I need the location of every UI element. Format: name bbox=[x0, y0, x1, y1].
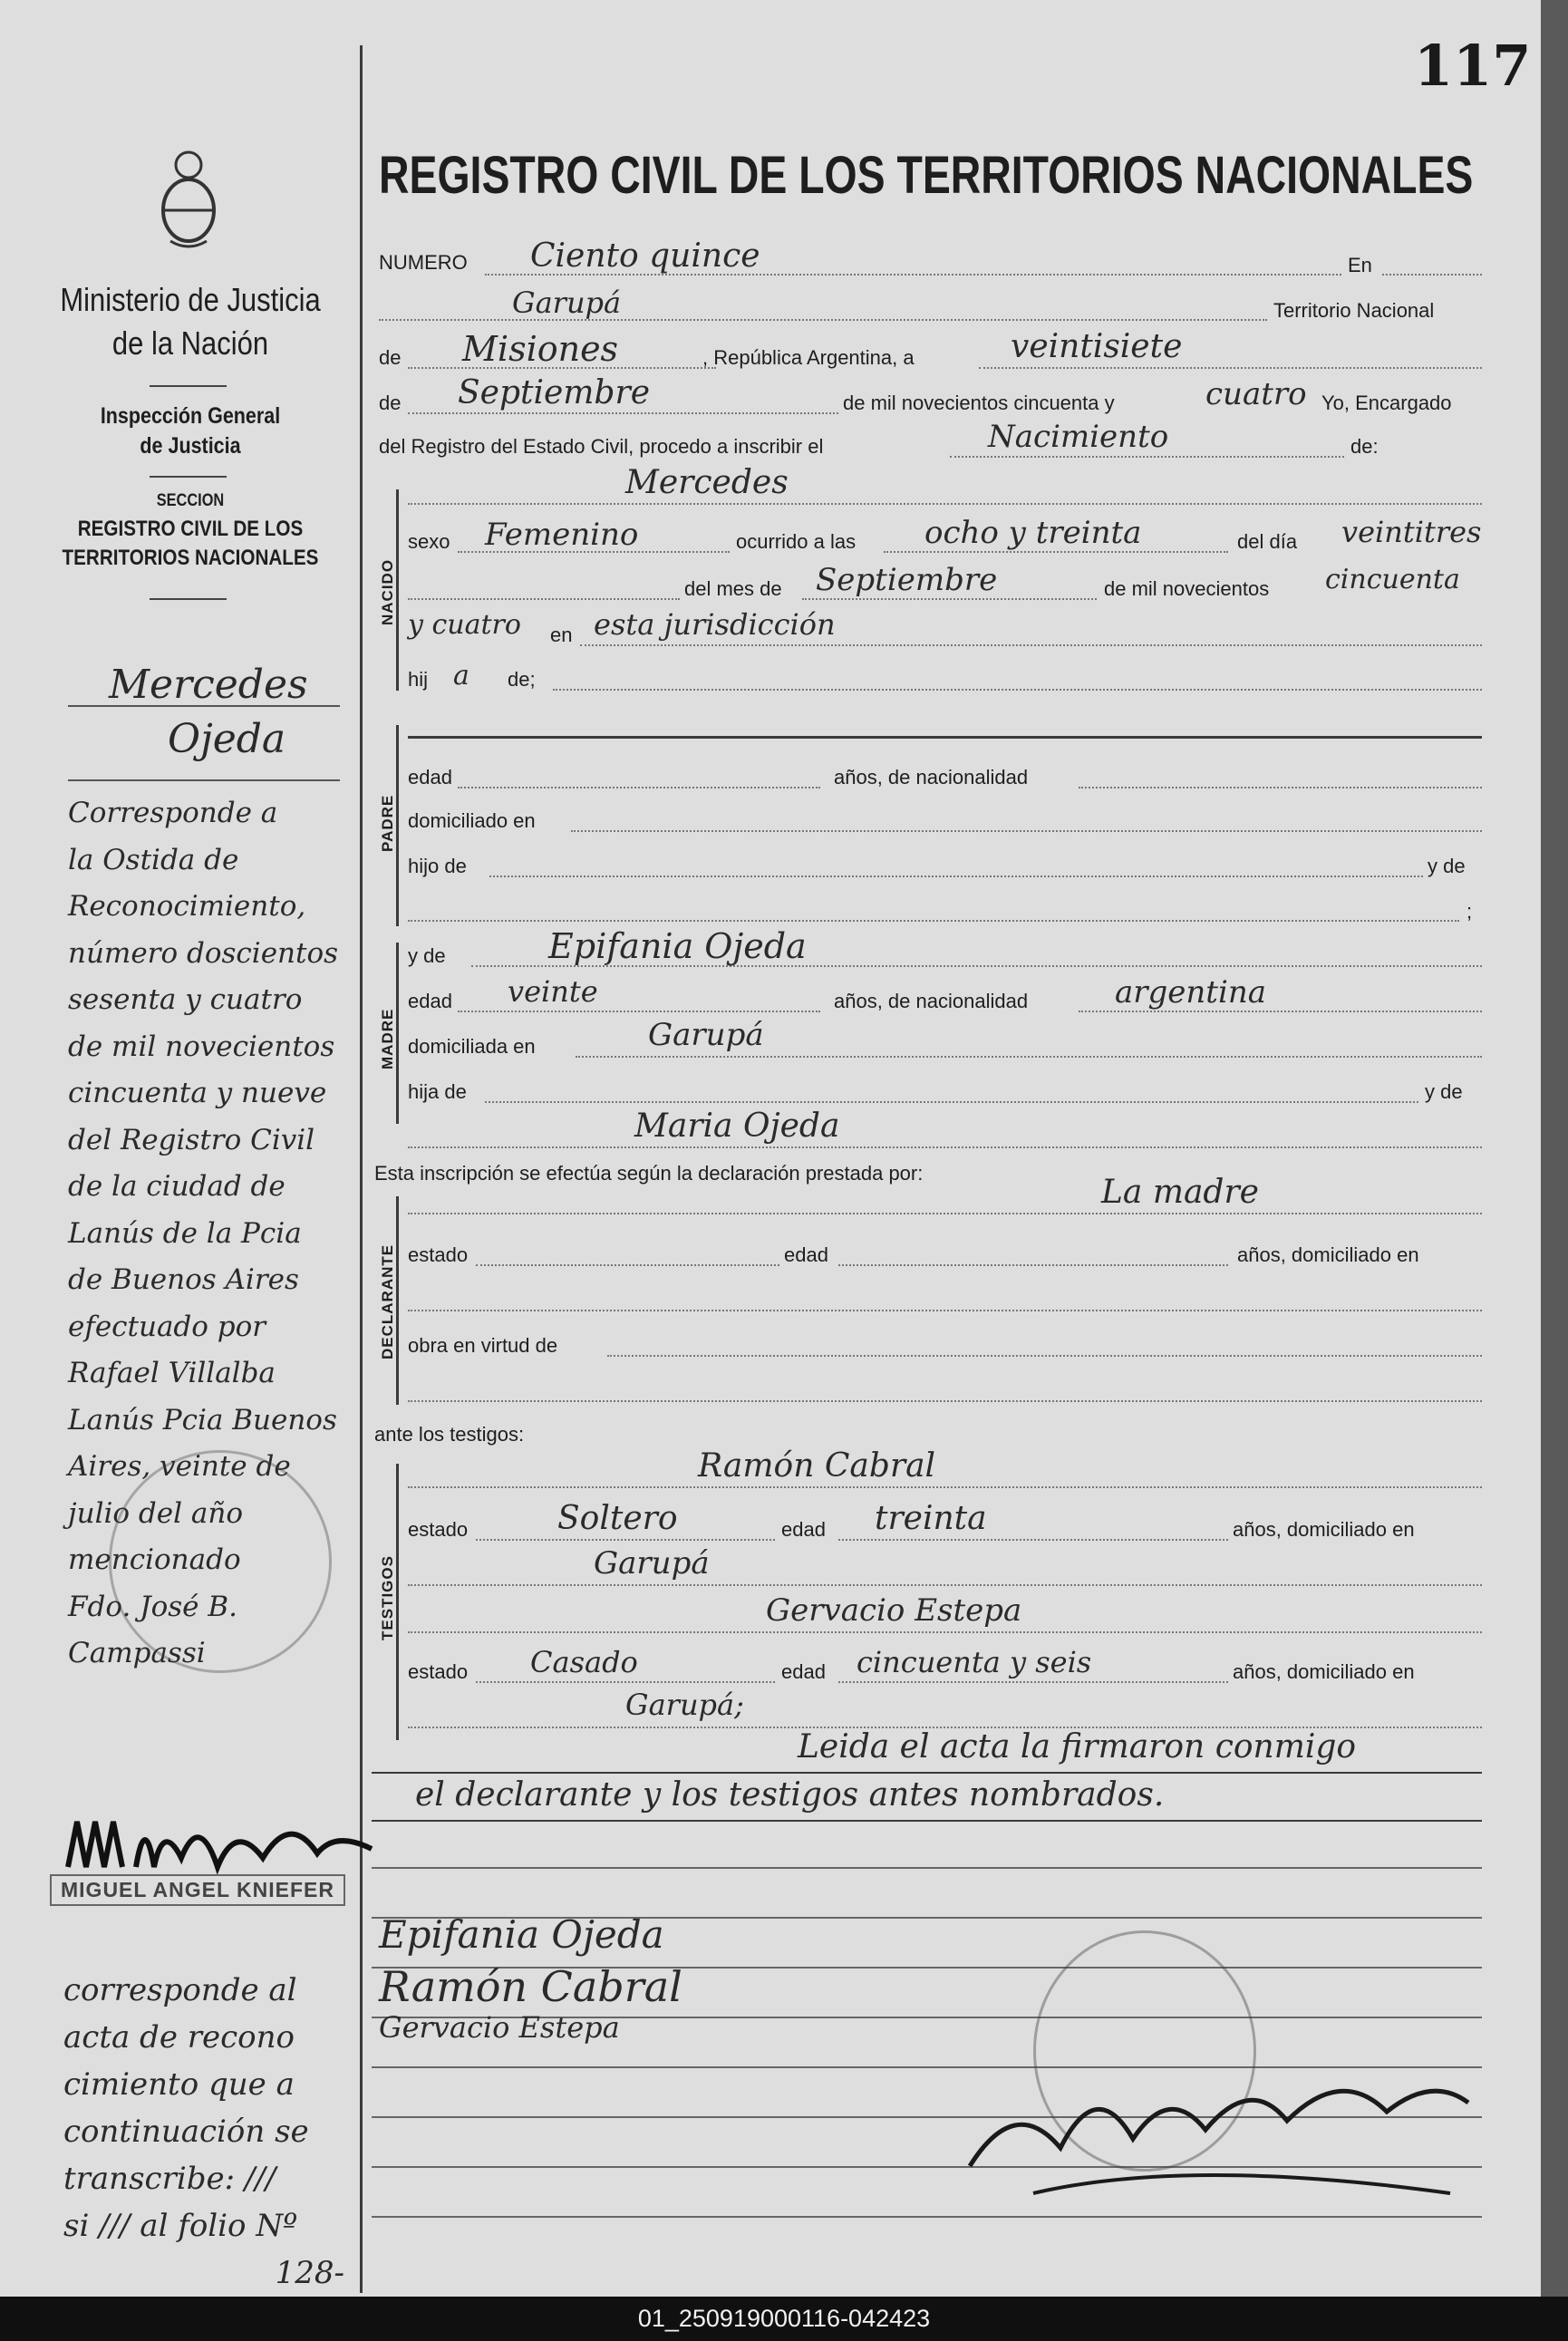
sexo-value: Femenino bbox=[485, 517, 639, 553]
sign-rule-8 bbox=[372, 2216, 1482, 2218]
declarante-domicilio-rule bbox=[408, 1310, 1482, 1311]
sexo-label: sexo bbox=[408, 530, 450, 553]
month-rule bbox=[408, 412, 838, 414]
padre-domicilio-rule bbox=[571, 830, 1482, 832]
margin-note-1-line: sesenta y cuatro bbox=[68, 983, 303, 1016]
page-edge bbox=[1541, 0, 1568, 2297]
padre-semicolon: ; bbox=[1466, 900, 1473, 923]
sign-rule-1 bbox=[372, 1867, 1482, 1869]
en-label: En bbox=[1348, 254, 1372, 276]
margin-note-1-line: de mil novecientos bbox=[68, 1030, 335, 1063]
signature-testigo-2: Gervacio Estepa bbox=[379, 2010, 620, 2045]
margin-note-1-line: Lanús Pcia Buenos bbox=[68, 1403, 337, 1437]
hora-value: ocho y treinta bbox=[924, 515, 1142, 551]
margin-note-1-line: Reconocimiento, bbox=[68, 890, 306, 923]
margin-note-1-line: Aires, veinte de bbox=[68, 1450, 291, 1483]
padre-yde-label: y de bbox=[1428, 855, 1466, 877]
year-value: cuatro bbox=[1205, 376, 1307, 412]
t2-name: Gervacio Estepa bbox=[766, 1592, 1022, 1629]
encargado-label: Yo, Encargado bbox=[1321, 392, 1452, 414]
mes-label: del mes de bbox=[684, 577, 782, 600]
declarante-value: La madre bbox=[1101, 1174, 1259, 1211]
margin-stamp-seal bbox=[109, 1450, 332, 1673]
margin-note-1-line: de Buenos Aires bbox=[68, 1263, 299, 1296]
declarante-obra-rule bbox=[607, 1355, 1482, 1357]
padre-nacionalidad-rule bbox=[1079, 787, 1482, 788]
nacido-en-label: en bbox=[550, 624, 573, 646]
madre-yde-label: y de bbox=[408, 944, 446, 967]
t1-name: Ramón Cabral bbox=[698, 1447, 936, 1485]
madre-domicilio-rule bbox=[576, 1056, 1482, 1058]
declarante-estado-label: estado bbox=[408, 1243, 469, 1266]
footer-image-id: 01_250919000116-042423 bbox=[0, 2297, 1568, 2341]
lugar-value: esta jurisdicción bbox=[594, 607, 836, 642]
signature-testigo-1: Ramón Cabral bbox=[379, 1962, 682, 2011]
act-type-value: Nacimiento bbox=[988, 419, 1169, 455]
t1-domicilio-rule bbox=[408, 1584, 1482, 1586]
republica-label: , República Argentina, a bbox=[702, 346, 915, 369]
declarante-extra-rule bbox=[408, 1400, 1482, 1402]
nacido-name: Mercedes bbox=[625, 464, 789, 501]
declarante-obra-label: obra en virtud de bbox=[408, 1334, 558, 1357]
inspection-title bbox=[58, 403, 323, 459]
t1-anios-label: años, domiciliado en bbox=[1233, 1518, 1415, 1541]
nacido-name-rule bbox=[408, 503, 1482, 505]
t1-estado-label: estado bbox=[408, 1518, 469, 1541]
madre-domicilio-label: domiciliada en bbox=[408, 1035, 536, 1058]
padre-top-rule bbox=[408, 736, 1482, 739]
t1-edad-label: edad bbox=[781, 1518, 826, 1541]
mes-rule bbox=[802, 598, 1097, 600]
margin-name-rule-2 bbox=[68, 779, 340, 781]
madre-nacionalidad-rule bbox=[1079, 1011, 1482, 1012]
margin-note-1-line: la Ostida de bbox=[68, 843, 239, 876]
declarante-edad-label: edad bbox=[784, 1243, 828, 1266]
hija-value: a bbox=[453, 660, 469, 692]
madre-anios-label: años, de nacionalidad bbox=[834, 990, 1029, 1012]
nacido-section-label: NACIDO bbox=[379, 558, 396, 625]
padre-yde-rule bbox=[408, 920, 1459, 922]
day-value: veintisiete bbox=[1011, 328, 1183, 365]
madre-edad-rule bbox=[458, 1011, 820, 1012]
t2-domicilio: Garupá; bbox=[625, 1688, 744, 1722]
t2-name-rule bbox=[408, 1631, 1482, 1633]
day-rule bbox=[979, 367, 1482, 369]
madre-hija-rule bbox=[485, 1101, 1418, 1103]
lugar-rule bbox=[580, 644, 1482, 646]
numero-value: Ciento quince bbox=[530, 237, 760, 275]
margin-note-1-line: número doscientos bbox=[68, 936, 339, 970]
registry-line-2: TERRITORIOS NACIONALES bbox=[62, 546, 319, 570]
margin-note-1-line: Lanús de la Pcia bbox=[68, 1216, 302, 1250]
territorio-label: Territorio Nacional bbox=[1273, 299, 1435, 322]
declarante-estado-rule bbox=[476, 1264, 779, 1266]
madre-name: Epifania Ojeda bbox=[548, 926, 807, 966]
madre-de-rule bbox=[408, 1146, 1482, 1148]
madre-hija-label: hija de bbox=[408, 1080, 467, 1103]
mes-pre-rule bbox=[408, 598, 680, 600]
declarante-section-label: DECLARANTE bbox=[379, 1243, 396, 1359]
inspection-underline bbox=[150, 476, 227, 478]
anio-label: de mil novecientos bbox=[1104, 577, 1270, 600]
anio-value-1: cincuenta bbox=[1325, 564, 1460, 595]
madre-yde-label-2: y de bbox=[1425, 1080, 1463, 1103]
signature-declarante: Epifania Ojeda bbox=[379, 1912, 664, 1957]
madre-de-value: Maria Ojeda bbox=[634, 1108, 840, 1145]
margin-note-2-line: 128- bbox=[275, 2255, 344, 2291]
margin-note-1-line: Rafael Villalba bbox=[68, 1357, 276, 1389]
section-label: SECCION bbox=[156, 491, 225, 510]
t2-estado: Casado bbox=[530, 1645, 638, 1679]
closing-rule-2 bbox=[372, 1820, 1482, 1822]
mes-value: Septiembre bbox=[816, 562, 998, 598]
dia-label: del día bbox=[1237, 530, 1298, 553]
madre-nacionalidad-value: argentina bbox=[1115, 974, 1267, 1011]
padre-section-label: PADRE bbox=[379, 794, 396, 852]
act-type-rule bbox=[950, 456, 1344, 458]
padre-edad-label: edad bbox=[408, 766, 452, 788]
t2-edad-rule bbox=[838, 1681, 1228, 1683]
declarante-anios-label: años, domiciliado en bbox=[1237, 1243, 1419, 1266]
coat-of-arms-icon bbox=[152, 145, 225, 254]
margin-name-last: Ojeda bbox=[168, 716, 286, 762]
t1-edad: treinta bbox=[875, 1500, 987, 1537]
margin-note-2-line: transcribe: /// bbox=[63, 2161, 276, 2197]
padre-anios-label: años, de nacionalidad bbox=[834, 766, 1029, 788]
t1-edad-rule bbox=[838, 1539, 1228, 1541]
margin-note-1-line: Campassi bbox=[68, 1637, 206, 1669]
testigos-label: ante los testigos: bbox=[374, 1423, 525, 1446]
hija-rule bbox=[553, 689, 1482, 691]
inspection-line-1: Inspección General bbox=[100, 403, 281, 429]
margin-name-first: Mercedes bbox=[109, 662, 308, 708]
form-title: REGISTRO CIVIL DE LOS TERRITORIOS NACIONALES bbox=[379, 146, 1474, 205]
margin-note-1-line: efectuado por bbox=[68, 1310, 266, 1343]
margin-note-1-line: julio del año bbox=[68, 1496, 243, 1530]
t2-estado-label: estado bbox=[408, 1660, 469, 1683]
territory-value: Misiones bbox=[462, 329, 619, 369]
official-signature bbox=[961, 2057, 1486, 2211]
de-label-2: de bbox=[379, 392, 402, 414]
madre-edad-value: veinte bbox=[508, 974, 598, 1009]
ministry-title bbox=[58, 281, 323, 363]
dia-value: veintitres bbox=[1341, 515, 1482, 549]
margin-note-1-line: mencionado bbox=[68, 1543, 241, 1576]
hija-label-1: hij bbox=[408, 668, 429, 691]
padre-edad-rule bbox=[458, 787, 820, 788]
month-value: Septiembre bbox=[458, 374, 650, 411]
t2-edad: cincuenta y seis bbox=[857, 1645, 1092, 1679]
margin-note-2-line: corresponde al bbox=[63, 1972, 297, 2008]
de-colon-label: de: bbox=[1350, 435, 1379, 458]
anio-value-2: y cuatro bbox=[408, 609, 521, 641]
place-value: Garupá bbox=[512, 285, 622, 320]
margin-note-1-line: de la ciudad de bbox=[68, 1170, 286, 1203]
ministry-underline bbox=[150, 385, 227, 387]
hora-rule bbox=[884, 551, 1228, 553]
en-rule bbox=[1382, 274, 1482, 276]
margin-note-2-line: continuación se bbox=[63, 2114, 309, 2150]
t2-anios-label: años, domiciliado en bbox=[1233, 1660, 1415, 1683]
registro-label: del Registro del Estado Civil, procedo a inscribir el bbox=[379, 435, 824, 458]
numero-label: NUMERO bbox=[379, 251, 468, 274]
hija-label-2: de; bbox=[508, 668, 536, 691]
closing-line-1: Leida el acta la firmaron conmigo bbox=[798, 1728, 1357, 1765]
t2-estado-rule bbox=[476, 1681, 775, 1683]
declarante-value-rule bbox=[408, 1213, 1482, 1214]
registry-underline bbox=[150, 598, 227, 600]
ministry-line-2: de la Nación bbox=[111, 324, 269, 362]
margin-note-1-line: del Registro Civil bbox=[68, 1123, 315, 1156]
madre-domicilio-value: Garupá bbox=[648, 1017, 764, 1053]
madre-section-label: MADRE bbox=[379, 1008, 396, 1069]
t2-edad-label: edad bbox=[781, 1660, 826, 1683]
padre-hijo-label: hijo de bbox=[408, 855, 467, 877]
ministry-line-1: Ministerio de Justicia bbox=[60, 281, 321, 318]
margin-name-rule-1 bbox=[68, 705, 340, 707]
testigos-section-label: TESTIGOS bbox=[379, 1555, 396, 1640]
folio-number: 117 bbox=[1414, 33, 1532, 99]
margin-note-2-line: cimiento que a bbox=[63, 2066, 295, 2103]
t1-name-rule bbox=[408, 1486, 1482, 1488]
margin-note-1-line: Corresponde a bbox=[68, 797, 278, 829]
registry-line-1: REGISTRO CIVIL DE LOS bbox=[77, 517, 304, 541]
padre-hijo-rule bbox=[489, 875, 1423, 877]
padre-domicilio-label: domiciliado en bbox=[408, 809, 536, 832]
margin-note-1-line: Fdo. José B. bbox=[68, 1590, 238, 1623]
closing-line-2: el declarante y los testigos antes nombrados. bbox=[415, 1776, 1165, 1814]
inspection-line-2: de Justicia bbox=[140, 433, 241, 459]
closing-rule-1 bbox=[372, 1772, 1482, 1774]
ocurrido-label: ocurrido a las bbox=[736, 530, 857, 553]
signature-stamp: MIGUEL ANGEL KNIEFER bbox=[50, 1874, 345, 1906]
margin-note-2 bbox=[63, 1967, 363, 2297]
margin-note-2-line: si /// al folio Nº bbox=[63, 2208, 298, 2244]
declaracion-label: Esta inscripción se efectúa según la declaración prestada por: bbox=[374, 1162, 924, 1185]
de-label: de bbox=[379, 346, 402, 369]
margin-note-1-line: cincuenta y nueve bbox=[68, 1077, 327, 1109]
t1-estado: Soltero bbox=[557, 1500, 678, 1537]
t1-domicilio: Garupá bbox=[594, 1545, 710, 1582]
year-label: de mil novecientos cincuenta y bbox=[843, 392, 1115, 414]
registrar-signature bbox=[63, 1804, 390, 1885]
t1-estado-rule bbox=[476, 1539, 775, 1541]
declarante-edad-rule bbox=[838, 1264, 1228, 1266]
margin-note-2-line: acta de recono bbox=[63, 2019, 295, 2056]
section-title bbox=[58, 491, 323, 571]
madre-edad-label: edad bbox=[408, 990, 452, 1012]
